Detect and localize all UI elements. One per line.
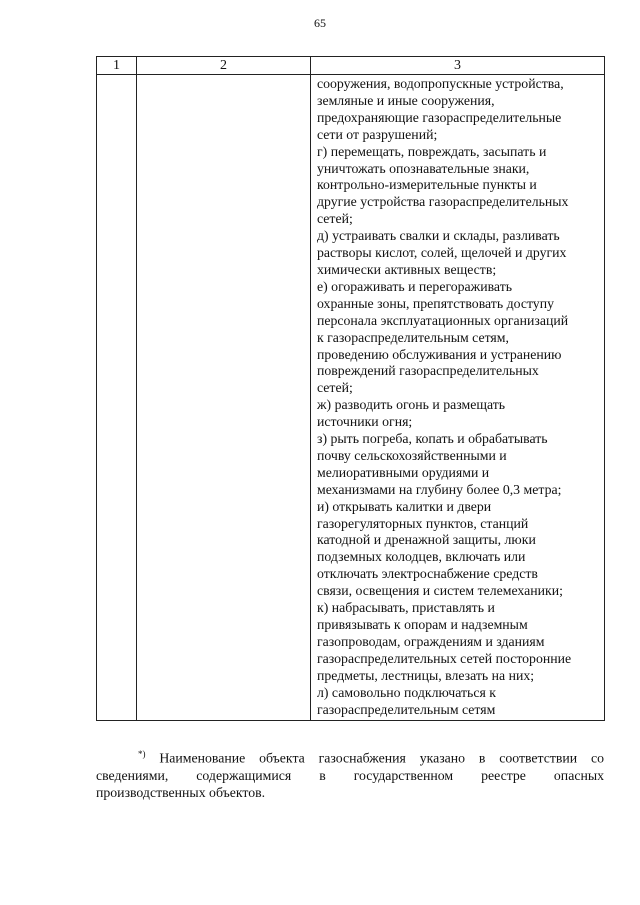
footnote-line-1 bbox=[96, 746, 604, 767]
text-line: источники огня; bbox=[317, 414, 413, 430]
footnote-line-2: сведениями, содержащимися в государственном реестре опасных bbox=[96, 767, 604, 783]
text-line: д) устраивать свалки и склады, разливать bbox=[317, 228, 560, 244]
text-line: г) перемещать, повреждать, засыпать и bbox=[317, 143, 547, 159]
cell-col-2 bbox=[137, 75, 311, 721]
text-line: растворы кислот, солей, щелочей и других bbox=[317, 245, 567, 261]
cell-col-3 bbox=[311, 75, 605, 721]
text-line: механизмами на глубину более 0,3 метра; bbox=[317, 481, 562, 497]
text-line: проведению обслуживания и устранению bbox=[317, 346, 562, 362]
text-line: ж) разводить огонь и размещать bbox=[317, 397, 506, 413]
document-table bbox=[96, 56, 605, 721]
header-col-1: 1 bbox=[97, 57, 137, 75]
text-line: катодной и дренажной защиты, люки bbox=[317, 532, 536, 548]
text-line: сети от разрушений; bbox=[317, 126, 438, 142]
text-line: газопроводам, ограждениям и зданиям bbox=[317, 633, 545, 649]
text-line: земляные и иные сооружения, bbox=[317, 92, 495, 108]
text-line: к газораспределительным сетям, bbox=[317, 329, 509, 345]
text-line: мелиоративными орудиями и bbox=[317, 464, 490, 480]
text-line: сетей; bbox=[317, 380, 353, 396]
text-line: к) набрасывать, приставлять и bbox=[317, 600, 495, 616]
text-line: сооружения, водопропускные устройства, bbox=[317, 76, 564, 91]
text-line: газораспределительным сетям bbox=[317, 701, 496, 717]
header-col-2: 2 bbox=[137, 57, 311, 75]
text-line: е) огораживать и перегораживать bbox=[317, 278, 513, 294]
text-line: л) самовольно подключаться к bbox=[317, 684, 496, 700]
table-row bbox=[97, 75, 605, 721]
text-line: химически активных веществ; bbox=[317, 261, 497, 277]
text-line: уничтожать опознавательные знаки, bbox=[317, 160, 530, 176]
table-header-row bbox=[97, 57, 605, 75]
text-line: газораспределительных сетей посторонние bbox=[317, 650, 572, 666]
text-line: другие устройства газораспределительных bbox=[317, 194, 569, 210]
text-line: з) рыть погреба, копать и обрабатывать bbox=[317, 431, 548, 447]
text-line: почву сельскохозяйственными и bbox=[317, 447, 507, 463]
text-line: повреждений газораспределительных bbox=[317, 363, 539, 379]
footnote-marker: *) bbox=[138, 749, 146, 759]
text-line: и) открывать калитки и двери bbox=[317, 498, 492, 514]
header-col-3: 3 bbox=[311, 57, 605, 75]
text-line: предохраняющие газораспределительные bbox=[317, 109, 562, 125]
text-line: связи, освещения и систем телемеханики; bbox=[317, 583, 563, 599]
text-line: отключать электроснабжение средств bbox=[317, 566, 538, 582]
col3-text bbox=[311, 75, 604, 720]
footnote-line-3: производственных объектов. bbox=[96, 784, 266, 800]
cell-col-1 bbox=[97, 75, 137, 721]
text-line: привязывать к опорам и надземным bbox=[317, 617, 528, 632]
text-line: персонала эксплуатационных организаций bbox=[317, 312, 569, 328]
footnote bbox=[96, 746, 604, 801]
text-line: контрольно-измерительные пункты и bbox=[317, 177, 537, 193]
text-line: сетей; bbox=[317, 211, 353, 227]
text-line: охранные зоны, препятствовать доступу bbox=[317, 295, 554, 311]
text-line: газорегуляторных пунктов, станций bbox=[317, 515, 529, 531]
text-line: предметы, лестницы, влезать на них; bbox=[317, 667, 535, 683]
text-line: подземных колодцев, включать или bbox=[317, 549, 526, 565]
footnote-line-1-text: Наименование объекта газоснабжения указано в соответствии со bbox=[159, 750, 605, 766]
page-number: 65 bbox=[314, 16, 326, 30]
